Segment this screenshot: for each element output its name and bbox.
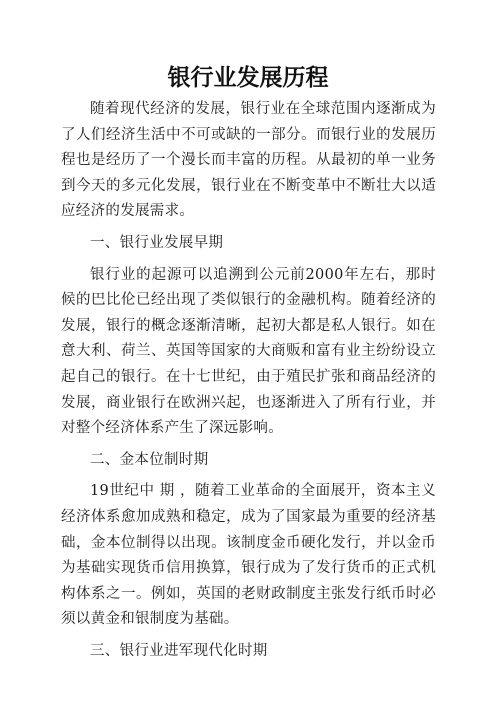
- section-paragraph-early: 银行业的起源可以追溯到公元前2000年左右，那时候的巴比伦已经出现了类似银行的金融机构。随着经济的发展，银行的概念逐渐清晰，起初大都是私人银行。如在意大利、荷兰、英国等国家的大商贩和富有业主纷纷设立起自己的银行。在十七世纪，由于殖民扩张和商品经济的发展，商业银行在欧洲兴起，也逐渐进入了所有行业，并对整个经济体系产生了深远影响。: [61, 266, 436, 437]
- intro-paragraph: 随着现代经济的发展，银行业在全球范围内逐渐成为了人们经济生活中不可或缺的一部分。而银行业的发展历程也是经历了一个漫长而丰富的历程。从最初的单一业务到今天的多元化发展，银行业在不断变革中不断壮大以适应经济的发展需求。: [61, 101, 436, 220]
- section-heading-early: 一、银行业发展早期: [90, 234, 224, 251]
- section-heading-modernization: 三、银行业进军现代化时期: [90, 642, 268, 659]
- document-title: 银行业发展历程: [167, 65, 329, 91]
- section-paragraph-gold-standard: 19世纪中 期 ，随着工业革命的全面展开，资本主义经济体系愈加成熟和稳定，成为了国家最为重要的经济基础，金本位制得以出现。该制度金币硬化发行，并以金币为基础实现货币信用换算，银行成为了发行货币的正式机构体系之一。例如，英国的老财政制度主张发行纸币时必须以黄金和银制度为基础。: [61, 483, 436, 628]
- document-body: [61, 97, 436, 664]
- section-heading-gold-standard: 二、金本位制时期: [90, 451, 209, 468]
